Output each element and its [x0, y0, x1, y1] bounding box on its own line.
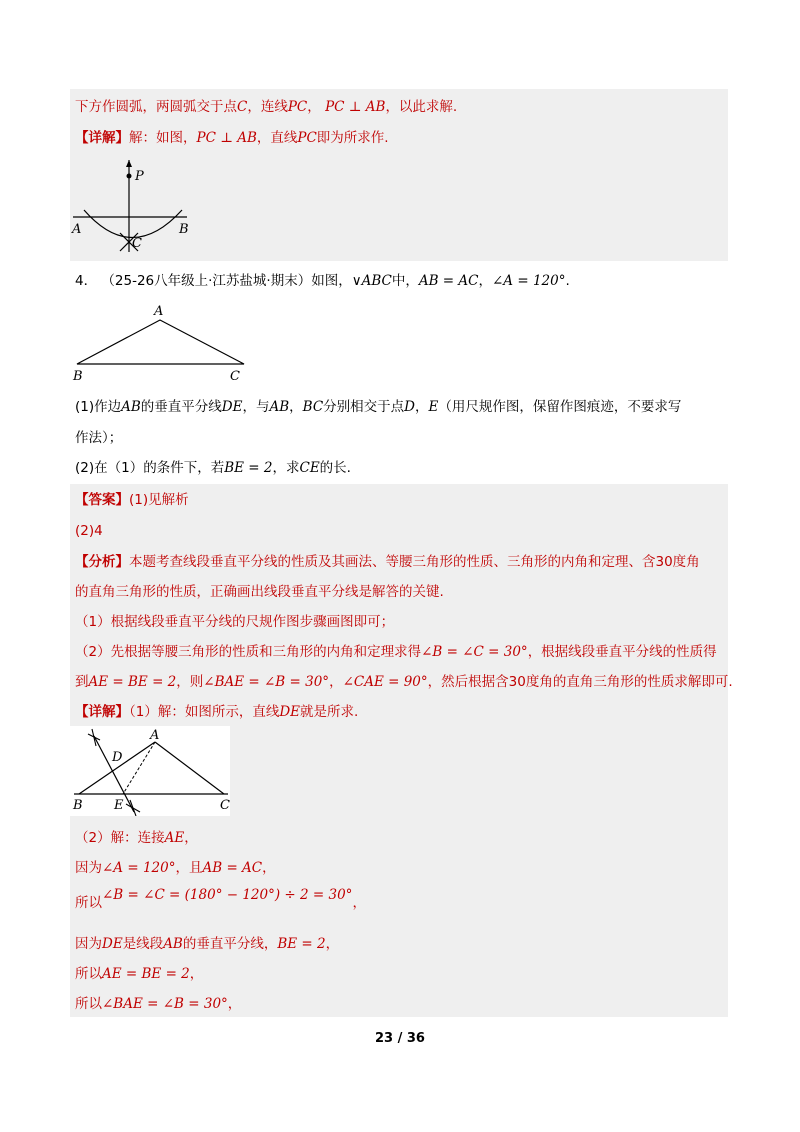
- top-line-1: 下方作圆弧，两圆弧交于点C，连线PC， PC ⊥ AB，以此求解.: [75, 99, 458, 115]
- label-A: A: [154, 304, 164, 319]
- solution-line-5: 所以AE = BE = 2，: [75, 966, 204, 982]
- label-E: E: [114, 798, 124, 813]
- detail-line-1: 【详解】（1）解：如图所示，直线DE就是所求.: [75, 704, 359, 720]
- solution-line-1: （2）解：连接AE，: [75, 830, 198, 846]
- label-A: A: [150, 728, 160, 743]
- analysis-line-1: 【分析】本题考查线段垂直平分线的性质及其画法、等腰三角形的性质、三角形的内角和定理、含30度角: [75, 554, 700, 570]
- solution-line-4: 因为DE是线段AB的垂直平分线，BE = 2，: [75, 936, 340, 952]
- analysis-line-2: 的直角三角形的性质，正确画出线段垂直平分线是解答的关键.: [75, 584, 444, 600]
- page-number: 23 / 36: [375, 1031, 425, 1046]
- label-C: C: [230, 369, 240, 384]
- figure-perpendicular-construction: [70, 155, 200, 255]
- label-B: B: [73, 369, 83, 384]
- solution-line-6: 所以∠BAE = ∠B = 30°，: [75, 996, 242, 1012]
- top-detail-line: 【详解】解：如图，PC ⊥ AB，直线PC即为所求作.: [75, 130, 389, 146]
- label-C: C: [220, 798, 230, 813]
- part-2: (2)在（1）的条件下，若BE = 2，求CE的长.: [75, 460, 351, 476]
- figure-perpendicular-bisector: [70, 726, 230, 816]
- label-A: A: [72, 222, 82, 237]
- analysis-line-4: （2）先根据等腰三角形的性质和三角形的内角和定理求得∠B = ∠C = 30°，根据线段垂直平分线的性质得: [75, 644, 717, 660]
- question-4: 4． （25-26八年级上·江苏盐城·期末）如图，∨ABC中，AB = AC，∠A = 120°.: [75, 273, 570, 289]
- analysis-line-3: （1）根据线段垂直平分线的尺规作图步骤画图即可；: [75, 614, 395, 630]
- solution-line-2: 因为∠A = 120°，且AB = AC，: [75, 860, 276, 876]
- answer-line-2: (2)4: [75, 523, 103, 539]
- answer-line-1: 【答案】(1)见解析: [75, 492, 189, 508]
- analysis-line-5: 到AE = BE = 2，则∠BAE = ∠B = 30°，∠CAE = 90°，然后根据含30度角的直角三角形的性质求解即可.: [75, 674, 733, 690]
- label-B: B: [73, 798, 83, 813]
- label-D: D: [112, 750, 123, 765]
- label-C: C: [132, 236, 142, 251]
- solution-line-3: 所以∠B = ∠C = (180° − 120°) ÷ 2 = 30°，: [75, 887, 366, 911]
- part-1-line-2: 作法）；: [75, 430, 123, 446]
- figure-triangle-abc: [68, 300, 258, 385]
- label-B: B: [179, 222, 189, 237]
- label-P: P: [135, 169, 144, 184]
- part-1-line-1: (1)作边AB的垂直平分线DE，与AB，BC分别相交于点D，E（用尺规作图，保留作图痕迹，不要求写: [75, 399, 682, 415]
